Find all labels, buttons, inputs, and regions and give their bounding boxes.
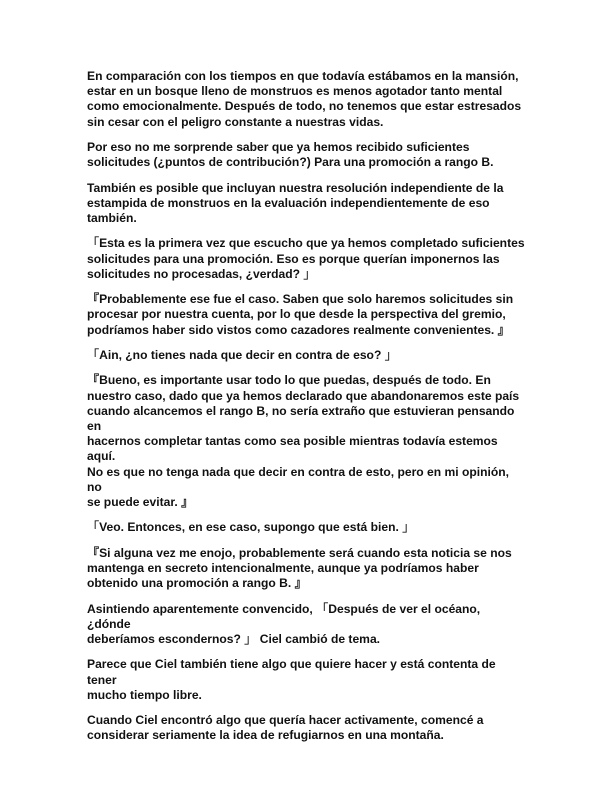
document-body	[87, 69, 527, 754]
dialogue-paragraph: 「Esta es la primera vez que escucho que ya hemos completado suficientes solicitudes para una promoción. Eso es porque querían imponernos las solicitudes no procesadas, ¿verdad? 」	[87, 236, 525, 281]
dialogue-paragraph: 『Bueno, es importante usar todo lo que puedas, después de todo. En nuestro caso, dado que ya hemos declarado que abandonaremos este país cuando alcancemos el rango B, no sería extraño que estuvieran pensando en hacernos completar tantas como sea posible mientras todavía estemos aquí. No es que no tenga nada que decir en contra de esto, pero en mi opinión, no se puede evitar. 』	[87, 373, 520, 509]
dialogue-paragraph: 「Ain, ¿no tienes nada que decir en contra de eso? 」	[87, 347, 397, 362]
paragraph: También es posible que incluyan nuestra resolución independiente de la estampida de monstruos en la evaluación independientemente de eso también.	[87, 180, 504, 225]
dialogue-paragraph: 『Si alguna vez me enojo, probablemente será cuando esta noticia se nos mantenga en secreto intencionalmente, aunque ya podríamos haber obtenido una promoción a rango B. 』	[87, 545, 512, 591]
paragraph: Asintiendo aparentemente convencido, 「Después de ver el océano, ¿dónde deberíamos escondernos? 」 Ciel cambió de tema.	[87, 601, 481, 646]
paragraph: En comparación con los tiempos en que todavía estábamos en la mansión, estar en un bosque lleno de monstruos es menos agotador tanto mental como emocionalmente. Después de todo, no tenemos que estar estresados sin cesar con el peligro constante a nuestras vidas.	[87, 69, 522, 129]
paragraph: Por eso no me sorprende saber que ya hemos recibido suficientes solicitudes (¿puntos de contribución?) Para una promoción a rango B.	[87, 140, 494, 170]
paragraph: Parece que Ciel también tiene algo que quiere hacer y está contenta de tener mucho tiempo libre.	[87, 657, 496, 702]
dialogue-paragraph: 「Veo. Entonces, en ese caso, supongo que está bien. 」	[87, 520, 415, 535]
dialogue-paragraph: 『Probablemente ese fue el caso. Saben que solo haremos solicitudes sin procesar por nuestra cuenta, por lo que desde la perspectiva del gremio, podríamos haber sido vistos como cazadores realmente convenientes. 』	[87, 292, 514, 337]
paragraph: Cuando Ciel encontró algo que quería hacer activamente, comencé a considerar seriamente la idea de refugiarnos en una montaña.	[87, 713, 484, 743]
